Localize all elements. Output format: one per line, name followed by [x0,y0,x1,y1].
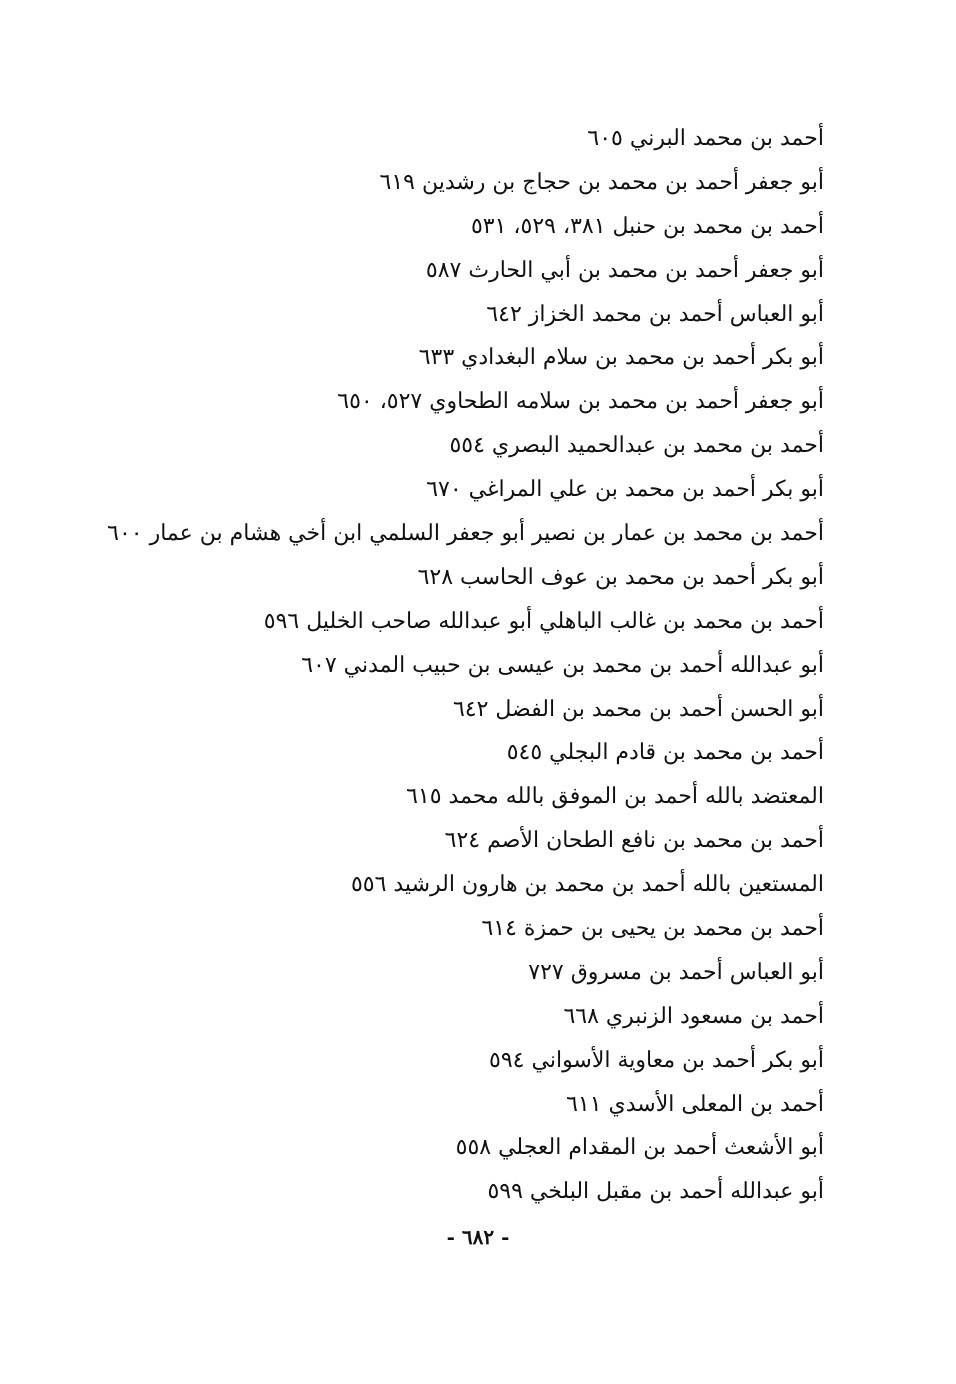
index-entry: المستعين بالله أحمد بن محمد بن هارون الرشيد ٥٥٦ [350,872,824,898]
index-entry: أحمد بن محمد بن عبدالحميد البصري ٥٥٤ [449,433,824,459]
index-entry: أحمد بن محمد بن حنبل ٣٨١، ٥٢٩، ٥٣١ [470,213,824,239]
index-entry: أحمد بن محمد البرني ٦٠٥ [587,126,824,151]
index-entry: أحمد بن محمد بن نافع الطحان الأصم ٦٢٤ [444,828,824,854]
index-entry: أبو جعفر أحمد بن محمد بن أبي الحارث ٥٨٧ [425,257,824,283]
index-entry: أبو عبدالله أحمد بن محمد بن عيسى بن حبيب المدني ٦٠٧ [301,652,824,678]
index-entry: أبو بكر أحمد بن محمد بن عوف الحاسب ٦٢٨ [417,564,824,590]
index-entry: أبو عبدالله أحمد بن مقبل البلخي ٥٩٩ [487,1179,824,1205]
index-entry: أحمد بن محمد بن قادم البجلي ٥٤٥ [506,740,824,766]
index-entry: أحمد بن محمد بن غالب الباهلي أبو عبدالله صاحب الخليل ٥٩٦ [263,608,824,634]
index-entry: أبو بكر أحمد بن معاوية الأسواني ٥٩٤ [489,1047,824,1073]
index-entry: أبو الحسن أحمد بن محمد بن الفضل ٦٤٢ [452,696,824,722]
index-entry: المعتضد بالله أحمد بن الموفق بالله محمد ٦١٥ [406,784,824,810]
index-entry: أحمد بن مسعود الزنبري ٦٦٨ [563,1003,824,1029]
index-entry: أبو جعفر أحمد بن محمد بن حجاج بن رشدين ٦١٩ [379,169,824,195]
index-entry: أبو الأشعث أحمد بن المقدام العجلي ٥٥٨ [455,1135,824,1161]
index-entry: أبو بكر أحمد بن محمد بن سلام البغدادي ٦٣٣ [418,345,824,371]
index-entry: أبو جعفر أحمد بن محمد بن سلامه الطحاوي ٥٢٧، ٦٥٠ [337,389,824,415]
index-entry: أبو العباس أحمد بن مسروق ٧٢٧ [528,959,824,985]
page-number: - ٦٨٢ - [446,1225,510,1249]
index-entry: أحمد بن المعلى الأسدي ٦١١ [566,1091,824,1117]
index-entry: أبو بكر أحمد بن محمد بن علي المراغي ٦٧٠ [426,477,824,503]
name-index-list [40,117,824,1214]
index-entry: أحمد بن محمد بن يحيى بن حمزة ٦١٤ [481,916,824,942]
index-entry: أحمد بن محمد بن عمار بن نصير أبو جعفر السلمي ابن أخي هشام بن عمار ٦٠٠ [107,521,824,547]
index-entry: أبو العباس أحمد بن محمد الخزاز ٦٤٢ [486,301,824,327]
